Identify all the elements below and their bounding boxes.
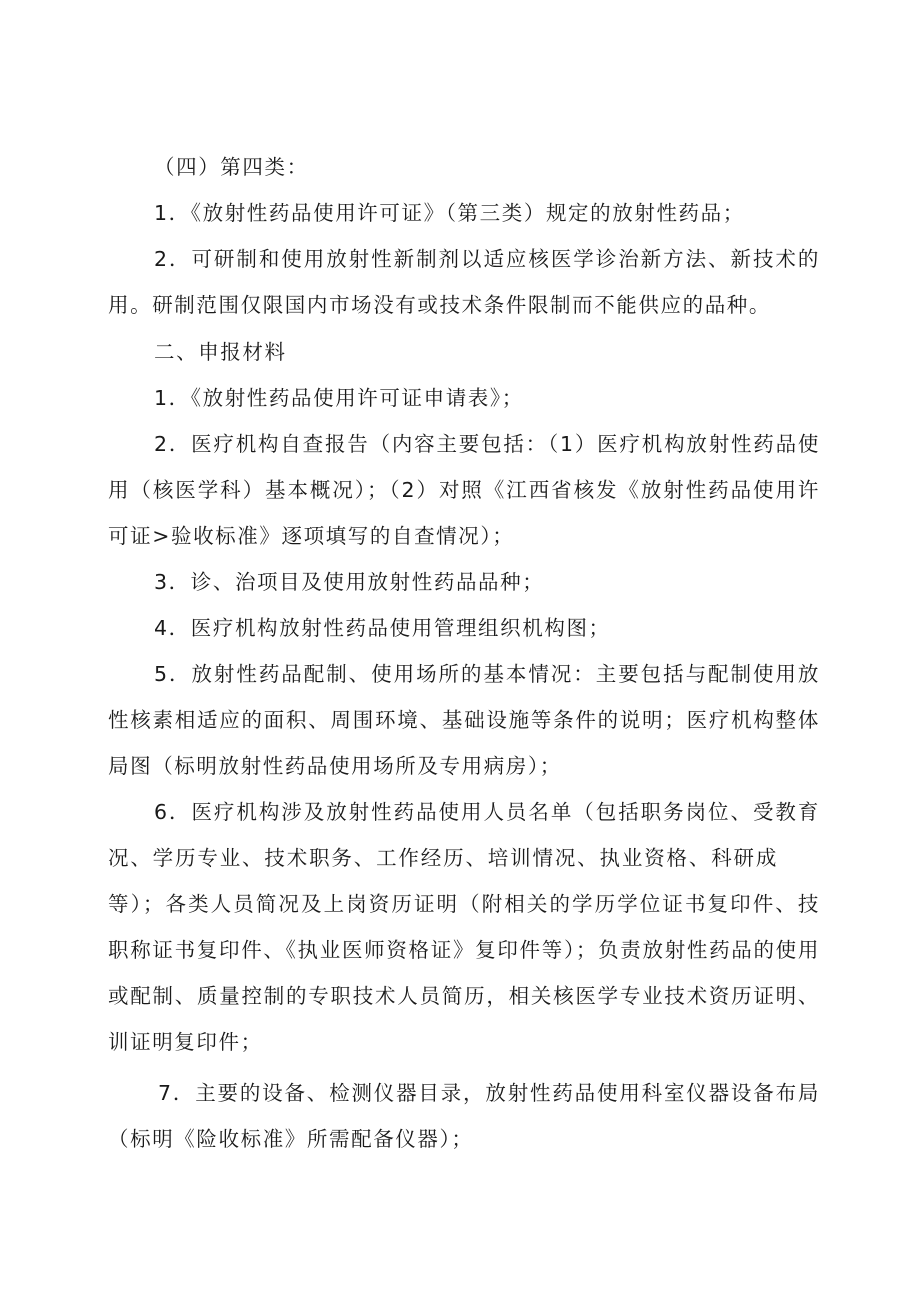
paragraph-line: 局图（标明放射性药品使用场所及专用病房）； bbox=[108, 754, 562, 778]
paragraph-line: 7．主要的设备、检测仪器目录，放射性药品使用科室仪器设备布局 bbox=[158, 1081, 820, 1105]
paragraph-line: 或配制、质量控制的专职技术人员简历，相关核医学专业技术资历证明、 bbox=[108, 984, 820, 1008]
section-heading-category-4: （四）第四类： bbox=[154, 155, 309, 179]
section-heading-materials: 二、申报材料 bbox=[154, 340, 287, 364]
paragraph-line: 用（核医学科）基本概况）；（2）对照《江西省核发《放射性药品使用许 bbox=[108, 478, 820, 502]
paragraph-line: 4．医疗机构放射性药品使用管理组织机构图； bbox=[154, 616, 611, 640]
paragraph-line: 2．医疗机构自查报告（内容主要包括：（1）医疗机构放射性药品使 bbox=[154, 432, 820, 456]
paragraph-line: 5．放射性药品配制、使用场所的基本情况：主要包括与配制使用放 bbox=[154, 662, 820, 686]
paragraph-line: 用。研制范围仅限国内市场没有或技术条件限制而不能供应的品种。 bbox=[108, 293, 771, 317]
paragraph-line: 1．《放射性药品使用许可证》（第三类）规定的放射性药品； bbox=[154, 201, 745, 225]
paragraph-line: 2．可研制和使用放射性新制剂以适应核医学诊治新方法、新技术的 bbox=[154, 247, 820, 271]
paragraph-line: 职称证书复印件、《执业医师资格证》复印件等）；负责放射性药品的使用 bbox=[108, 938, 820, 962]
paragraph-line: 训证明复印件； bbox=[108, 1030, 263, 1054]
paragraph-line: （标明《险收标准》所需配备仪器）； bbox=[108, 1127, 474, 1151]
paragraph-line: 况、学历专业、技术职务、工作经历、培训情况、执业资格、科研成 bbox=[108, 846, 778, 870]
paragraph-line: 等）；各类人员简况及上岗资历证明（附相关的学历学位证书复印件、技 bbox=[108, 892, 820, 916]
paragraph-line: 性核素相适应的面积、周围环境、基础设施等条件的说明；医疗机构整体 bbox=[108, 708, 820, 732]
paragraph-line: 6．医疗机构涉及放射性药品使用人员名单（包括职务岗位、受教育 bbox=[154, 800, 820, 824]
paragraph-line: 可证>验收标准》逐项填写的自查情况）； bbox=[108, 524, 515, 548]
paragraph-line: 3．诊、治项目及使用放射性药品品种； bbox=[154, 570, 545, 594]
paragraph-line: 1．《放射性药品使用许可证申请表》； bbox=[154, 386, 524, 410]
